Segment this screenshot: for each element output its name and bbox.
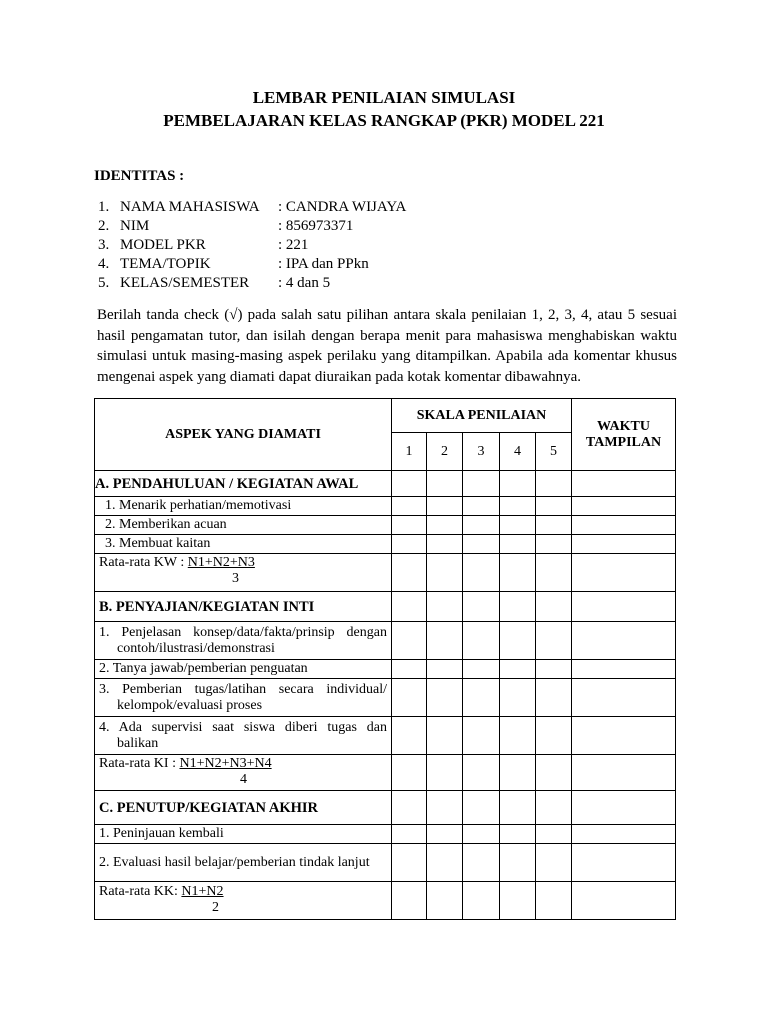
score-cell[interactable] [427,825,463,844]
header-time-line2: TAMPILAN [585,434,662,450]
score-cell[interactable] [500,516,536,535]
score-cell[interactable] [536,679,572,717]
identity-num: 4. [98,256,110,272]
time-cell[interactable] [572,554,676,592]
average-kw [95,554,392,592]
aspect-item: 2. Evaluasi hasil belajar/pemberian tindak lanjut [95,844,392,882]
score-cell[interactable] [536,791,572,825]
score-cell[interactable] [392,471,427,497]
time-cell[interactable] [572,882,676,920]
score-cell[interactable] [427,516,463,535]
aspect-item: 1. Penjelasan konsep/data/fakta/prinsip dengan contoh/ilustrasi/demonstrasi [95,622,392,660]
score-cell[interactable] [392,755,427,791]
score-cell[interactable] [463,592,500,622]
score-cell[interactable] [536,755,572,791]
score-cell[interactable] [536,660,572,679]
score-cell[interactable] [427,535,463,554]
average-ki [95,755,392,791]
time-cell[interactable] [572,497,676,516]
score-cell[interactable] [536,516,572,535]
header-aspect: ASPEK YANG DIAMATI [95,399,392,471]
average-label: Rata-rata KI : [99,756,180,771]
score-cell[interactable] [392,882,427,920]
score-cell[interactable] [463,755,500,791]
aspect-item: 4. Ada supervisi saat siswa diberi tugas dan balikan [95,717,392,755]
score-cell[interactable] [463,660,500,679]
average-denominator: 2 [212,900,219,915]
time-cell[interactable] [572,660,676,679]
score-cell[interactable] [427,660,463,679]
identity-num: 1. [98,199,110,215]
score-cell[interactable] [536,717,572,755]
score-cell[interactable] [463,882,500,920]
score-cell[interactable] [536,471,572,497]
score-cell[interactable] [392,497,427,516]
aspect-item: 1. Menarik perhatian/memotivasi [95,497,392,516]
scale-5: 5 [536,433,572,471]
score-cell[interactable] [463,516,500,535]
identity-label: NIM [120,218,150,234]
header-scale: SKALA PENILAIAN [392,399,572,433]
score-cell[interactable] [500,791,536,825]
identity-label: NAMA MAHASISWA [120,199,260,215]
identity-row-name [98,199,406,216]
score-cell[interactable] [500,554,536,592]
identity-value: : IPA dan PPkn [278,256,369,272]
section-heading-c: C. PENUTUP/KEGIATAN AKHIR [95,791,392,825]
identity-row-class [98,275,330,292]
score-cell[interactable] [500,497,536,516]
identity-value: : 856973371 [278,218,354,234]
score-cell[interactable] [392,844,427,882]
time-cell[interactable] [572,844,676,882]
score-cell[interactable] [463,679,500,717]
score-cell[interactable] [536,535,572,554]
score-cell[interactable] [392,660,427,679]
identity-num: 3. [98,237,110,253]
score-cell[interactable] [500,471,536,497]
scale-3: 3 [463,433,500,471]
average-kk [95,882,392,920]
score-cell[interactable] [392,516,427,535]
score-cell[interactable] [463,535,500,554]
score-cell[interactable] [536,497,572,516]
identity-heading: IDENTITAS : [94,168,185,184]
aspect-item: 2. Memberikan acuan [95,516,392,535]
assessment-table [94,398,676,920]
score-cell[interactable] [463,791,500,825]
identity-label: KELAS/SEMESTER [120,275,250,291]
identity-label: MODEL PKR [120,237,206,253]
scale-1: 1 [392,433,427,471]
score-cell[interactable] [392,554,427,592]
instruction-paragraph: Berilah tanda check (√) pada salah satu pilihan antara skala penilaian 1, 2, 3, 4, atau 5 sesuai hasil pengamatan tutor, dan isilah dengan berapa menit para mahasiswa menghabiskan waktu simulasi untuk masing-masing aspek perilaku yang ditampilkan. Apabila ada komentar khusus mengenai aspek yang diamati dapat diuraikan pada kotak komentar dibawahnya. [97,307,677,385]
aspect-item: 1. Peninjauan kembali [95,825,392,844]
header-time-line1: WAKTU [597,418,650,434]
score-cell[interactable] [500,717,536,755]
score-cell[interactable] [463,717,500,755]
score-cell[interactable] [463,844,500,882]
score-cell[interactable] [427,471,463,497]
aspect-item: 3. Membuat kaitan [95,535,392,554]
score-cell[interactable] [392,592,427,622]
score-cell[interactable] [427,755,463,791]
score-cell[interactable] [500,882,536,920]
score-cell[interactable] [392,679,427,717]
score-cell[interactable] [427,844,463,882]
identity-row-topic [98,256,369,273]
time-cell[interactable] [572,592,676,622]
identity-value: : CANDRA WIJAYA [278,199,407,215]
time-cell[interactable] [572,471,676,497]
score-cell[interactable] [392,825,427,844]
score-cell[interactable] [463,554,500,592]
score-cell[interactable] [463,622,500,660]
average-numerator: N1+N2 [181,884,224,899]
average-numerator: N1+N2+N3+N4 [179,756,272,771]
aspect-item: 2. Tanya jawab/pemberian penguatan [95,660,392,679]
score-cell[interactable] [392,717,427,755]
time-cell[interactable] [572,791,676,825]
identity-label: TEMA/TOPIK [120,256,211,272]
score-cell[interactable] [536,825,572,844]
time-cell[interactable] [572,516,676,535]
time-cell[interactable] [572,622,676,660]
identity-row-model [98,237,308,254]
identity-value: : 221 [278,237,309,253]
score-cell[interactable] [463,471,500,497]
document-subtitle: PEMBELAJARAN KELAS RANGKAP (PKR) MODEL 221 [163,111,605,130]
score-cell[interactable] [536,882,572,920]
identity-row-nim [98,218,353,235]
identity-num: 5. [98,275,110,291]
score-cell[interactable] [427,554,463,592]
section-heading-b: B. PENYAJIAN/KEGIATAN INTI [95,592,392,622]
score-cell[interactable] [500,660,536,679]
scale-2: 2 [427,433,463,471]
score-cell[interactable] [392,622,427,660]
time-cell[interactable] [572,679,676,717]
section-heading-a: A. PENDAHULUAN / KEGIATAN AWAL [95,471,392,497]
scale-4: 4 [500,433,536,471]
identity-value: : 4 dan 5 [278,275,331,291]
score-cell[interactable] [427,791,463,825]
identity-num: 2. [98,218,110,234]
score-cell[interactable] [427,717,463,755]
score-cell[interactable] [427,882,463,920]
time-cell[interactable] [572,825,676,844]
average-label: Rata-rata KW : [99,555,188,570]
score-cell[interactable] [500,755,536,791]
average-denominator: 3 [232,571,239,586]
average-label: Rata-rata KK: [99,884,182,899]
document-title: LEMBAR PENILAIAN SIMULASI [252,88,516,107]
score-cell[interactable] [500,844,536,882]
score-cell[interactable] [536,622,572,660]
score-cell[interactable] [500,679,536,717]
score-cell[interactable] [463,497,500,516]
score-cell[interactable] [500,592,536,622]
score-cell[interactable] [463,825,500,844]
score-cell[interactable] [500,622,536,660]
score-cell[interactable] [500,535,536,554]
score-cell[interactable] [427,592,463,622]
score-cell[interactable] [427,679,463,717]
score-cell[interactable] [392,791,427,825]
average-denominator: 4 [240,772,247,787]
time-cell[interactable] [572,717,676,755]
score-cell[interactable] [427,622,463,660]
score-cell[interactable] [536,592,572,622]
score-cell[interactable] [536,844,572,882]
time-cell[interactable] [572,535,676,554]
score-cell[interactable] [427,497,463,516]
header-time [572,399,676,471]
score-cell[interactable] [392,535,427,554]
time-cell[interactable] [572,755,676,791]
score-cell[interactable] [500,825,536,844]
aspect-item: 3. Pemberian tugas/latihan secara individual/ kelompok/evaluasi proses [95,679,392,717]
average-numerator: N1+N2+N3 [187,555,255,570]
score-cell[interactable] [536,554,572,592]
